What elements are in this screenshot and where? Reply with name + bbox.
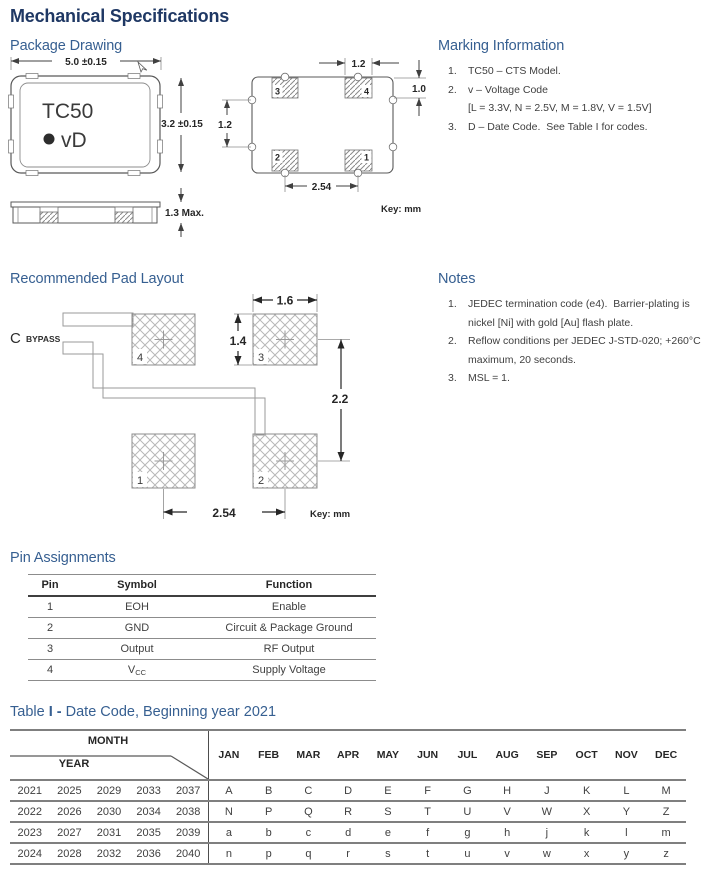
code-cells [208, 823, 686, 842]
year-cell: 2038 [175, 805, 201, 818]
package-body-outline [11, 76, 160, 173]
pad-number-2: 2 [274, 152, 281, 163]
month-header-cell: JUN [417, 749, 439, 761]
code-cell: u [464, 847, 471, 860]
code-cell: T [424, 805, 431, 818]
list-item-continuation: [L = 3.3V, N = 2.5V, M = 1.8V, V = 1.5V] [468, 102, 652, 114]
key-units-label: Key: mm [381, 204, 422, 215]
layout-pad-number-4: 4 [136, 352, 144, 364]
cursor-icon [138, 62, 147, 72]
code-cell: D [344, 784, 353, 797]
year-cells [10, 802, 208, 821]
code-cell: B [264, 784, 273, 797]
symbol-cell: EOH [125, 601, 149, 613]
year-cell: 2037 [175, 784, 201, 797]
month-header-cell: OCT [575, 749, 598, 761]
marking-information-list [438, 62, 725, 136]
year-cell: 2031 [96, 826, 122, 839]
list-item-continuation: nickel [Ni] with gold [Au] flash plate. [468, 316, 634, 329]
package-side-view [11, 188, 204, 237]
dim-body-width: 5.0 ±0.15 [65, 57, 107, 68]
date-code-section [10, 704, 710, 865]
dim-pad-width: 1.2 [351, 59, 366, 70]
code-cell: f [426, 826, 430, 839]
code-cell: a [225, 826, 232, 839]
date-code-row [10, 800, 686, 821]
year-cell: 2039 [175, 826, 201, 839]
code-cell: p [265, 847, 272, 860]
month-header-cell: MAY [376, 749, 400, 761]
dim-body-height: 3.2 ±0.15 [161, 119, 203, 130]
date-code-table [10, 729, 686, 865]
year-cell: 2022 [17, 805, 43, 818]
month-axis-label: MONTH [87, 735, 129, 747]
code-cell: S [384, 805, 392, 818]
code-cells [208, 781, 686, 800]
symbol-cell: Output [120, 643, 154, 655]
marking-code-label: vD [61, 129, 87, 152]
bypass-cap-sublabel: BYPASS [26, 334, 61, 344]
code-cell: c [305, 826, 312, 839]
code-cell: m [661, 826, 671, 839]
package-drawing-heading: Package Drawing [10, 38, 123, 54]
dim-layout-pad-height: 1.4 [229, 334, 247, 348]
table-header-row [28, 574, 376, 597]
notes-list [438, 295, 725, 388]
pin-cell: 1 [46, 601, 54, 613]
date-code-header [10, 731, 686, 781]
bypass-cap-label: C [10, 330, 21, 347]
code-cell: G [463, 784, 472, 797]
date-code-row [10, 781, 686, 800]
month-header-row [208, 731, 686, 779]
year-cell: 2034 [136, 805, 161, 818]
month-header-cell: APR [337, 749, 360, 761]
month-header-cell: DEC [655, 749, 678, 761]
pad-layout-section [0, 271, 432, 533]
code-cell: q [305, 847, 312, 860]
code-cell: N [224, 805, 233, 818]
pin-assignments-table [28, 574, 376, 681]
list-item: 2. v – Voltage Code [448, 83, 548, 96]
code-cell: A [225, 784, 233, 797]
list-item: 3. D – Date Code. See Table I for codes. [448, 120, 648, 133]
code-cell: e [384, 826, 391, 839]
month-header-cell: FEB [258, 749, 280, 761]
code-cell: y [623, 847, 630, 860]
layout-pads [132, 314, 317, 488]
symbol-subscript: CC [135, 667, 147, 677]
list-item: 1. TC50 – CTS Model. [448, 65, 561, 77]
code-cell: l [625, 826, 628, 839]
code-cell: U [463, 805, 472, 818]
date-code-table-title: Table I - Date Code, Beginning year 2021 [10, 704, 277, 720]
pin-assignments-section [10, 550, 410, 681]
code-cell: g [464, 826, 471, 839]
month-header-cell: SEP [536, 749, 558, 761]
table-row [28, 639, 376, 660]
pin-assignments-heading: Pin Assignments [10, 550, 116, 566]
code-cell: h [504, 826, 511, 839]
code-cell: L [623, 784, 630, 797]
pad-layout-figure [0, 290, 432, 530]
year-cell: 2024 [17, 847, 43, 860]
code-cell: H [503, 784, 512, 797]
year-cells [10, 844, 208, 863]
month-year-corner-cell [10, 731, 208, 779]
dim-side-notch-pitch: 1.2 [218, 120, 232, 131]
package-drawing-figure [0, 55, 432, 245]
pin-cell: 2 [46, 622, 54, 634]
column-header-pin: Pin [41, 579, 59, 591]
year-cell: 2025 [57, 784, 82, 797]
code-cells [208, 802, 686, 821]
package-drawing-section [0, 38, 432, 253]
year-cells [10, 781, 208, 800]
table-row [28, 618, 376, 639]
code-cell: Y [622, 805, 631, 818]
list-item: 2. Reflow conditions per JEDEC J-STD-020; +260°C [448, 335, 701, 347]
year-cell: 2028 [57, 847, 82, 860]
function-cell: Circuit & Package Ground [225, 622, 353, 634]
year-cell: 2026 [57, 805, 82, 818]
date-code-row [10, 842, 686, 863]
code-cell: n [225, 847, 232, 860]
year-cell: 2040 [175, 847, 201, 860]
code-cell: x [583, 847, 590, 860]
code-cell: F [424, 784, 431, 797]
code-cell: b [265, 826, 272, 839]
year-axis-label: YEAR [58, 758, 90, 770]
code-cell: Z [662, 805, 670, 818]
pad-number-3: 3 [274, 86, 281, 97]
code-cells [208, 844, 686, 863]
month-header-cell: JUL [457, 749, 478, 761]
code-cell: M [661, 784, 671, 797]
year-cell: 2027 [57, 826, 82, 839]
function-cell: RF Output [263, 643, 315, 655]
code-cell: k [583, 826, 590, 839]
month-header-cell: AUG [495, 749, 519, 761]
year-cell: 2035 [136, 826, 161, 839]
code-cell: R [344, 805, 353, 818]
function-cell: Supply Voltage [252, 664, 326, 676]
page-title: Mechanical Specifications [10, 6, 230, 26]
code-cell: v [504, 847, 510, 860]
marking-information-heading: Marking Information [438, 38, 565, 54]
column-header-symbol: Symbol [117, 579, 157, 591]
date-code-row [10, 821, 686, 842]
dim-pad-height: 1.0 [412, 84, 426, 95]
code-cell: d [345, 826, 352, 839]
pin-cell: 3 [46, 643, 54, 655]
function-cell: Enable [271, 601, 307, 613]
table-row [28, 660, 376, 681]
pad-number-1: 1 [363, 152, 370, 163]
dim-side-height: 1.3 Max. [165, 208, 204, 219]
month-header-cell: NOV [614, 749, 638, 761]
marking-information-section [438, 38, 725, 136]
package-top-view [9, 57, 204, 176]
pad-number-4: 4 [363, 86, 370, 97]
list-item: 1. JEDEC termination code (e4). Barrier-plating is [448, 298, 690, 310]
code-cell: j [545, 826, 549, 839]
year-cell: 2029 [96, 784, 122, 797]
list-item-continuation: maximum, 20 seconds. [468, 353, 576, 366]
year-cell: 2032 [96, 847, 122, 860]
year-cell: 2021 [17, 784, 43, 797]
code-cell: z [663, 847, 669, 860]
layout-pad-number-2: 2 [257, 475, 265, 487]
code-cell: V [503, 805, 511, 818]
code-cell: w [542, 847, 551, 860]
key-units-label: Key: mm [310, 509, 351, 520]
table-row [28, 597, 376, 618]
pin-cell: 4 [46, 664, 54, 676]
code-cell: X [582, 805, 591, 818]
year-cells [10, 823, 208, 842]
part-number-label: TC50 [42, 100, 94, 123]
layout-pad-number-1: 1 [136, 475, 144, 487]
dim-layout-pad-width: 1.6 [276, 293, 294, 308]
code-cell: r [346, 847, 350, 860]
code-cell: J [544, 784, 550, 797]
code-cell: C [304, 784, 313, 797]
dim-layout-vertical-pitch: 2.2 [331, 392, 349, 406]
symbol-cell: $V_{CC}$ [127, 663, 147, 677]
notes-heading: Notes [438, 271, 476, 287]
pad-layout-heading: Recommended Pad Layout [10, 271, 184, 287]
dim-pad-pitch: 2.54 [311, 182, 332, 193]
column-header-function: Function [265, 579, 313, 591]
list-item: 3. MSL = 1. [448, 372, 510, 384]
year-cell: 2033 [136, 784, 161, 797]
code-cell: s [385, 847, 391, 860]
code-cell: t [426, 847, 430, 860]
code-cell: E [384, 784, 392, 797]
code-cell: P [264, 805, 273, 818]
pin1-dot [44, 134, 55, 145]
notes-section [438, 271, 725, 388]
dim-layout-horizontal-pitch: 2.54 [212, 506, 236, 520]
layout-pad-number-3: 3 [257, 352, 265, 364]
month-header-cell: JAN [218, 749, 240, 761]
package-bottom-view [218, 58, 426, 215]
month-header-cell: MAR [296, 749, 321, 761]
code-cell: Q [304, 805, 313, 818]
year-cell: 2023 [17, 826, 43, 839]
year-cell: 2030 [96, 805, 122, 818]
code-cell: K [582, 784, 591, 797]
code-cell: W [541, 805, 553, 818]
symbol-cell: GND [124, 622, 150, 634]
year-cell: 2036 [136, 847, 161, 860]
